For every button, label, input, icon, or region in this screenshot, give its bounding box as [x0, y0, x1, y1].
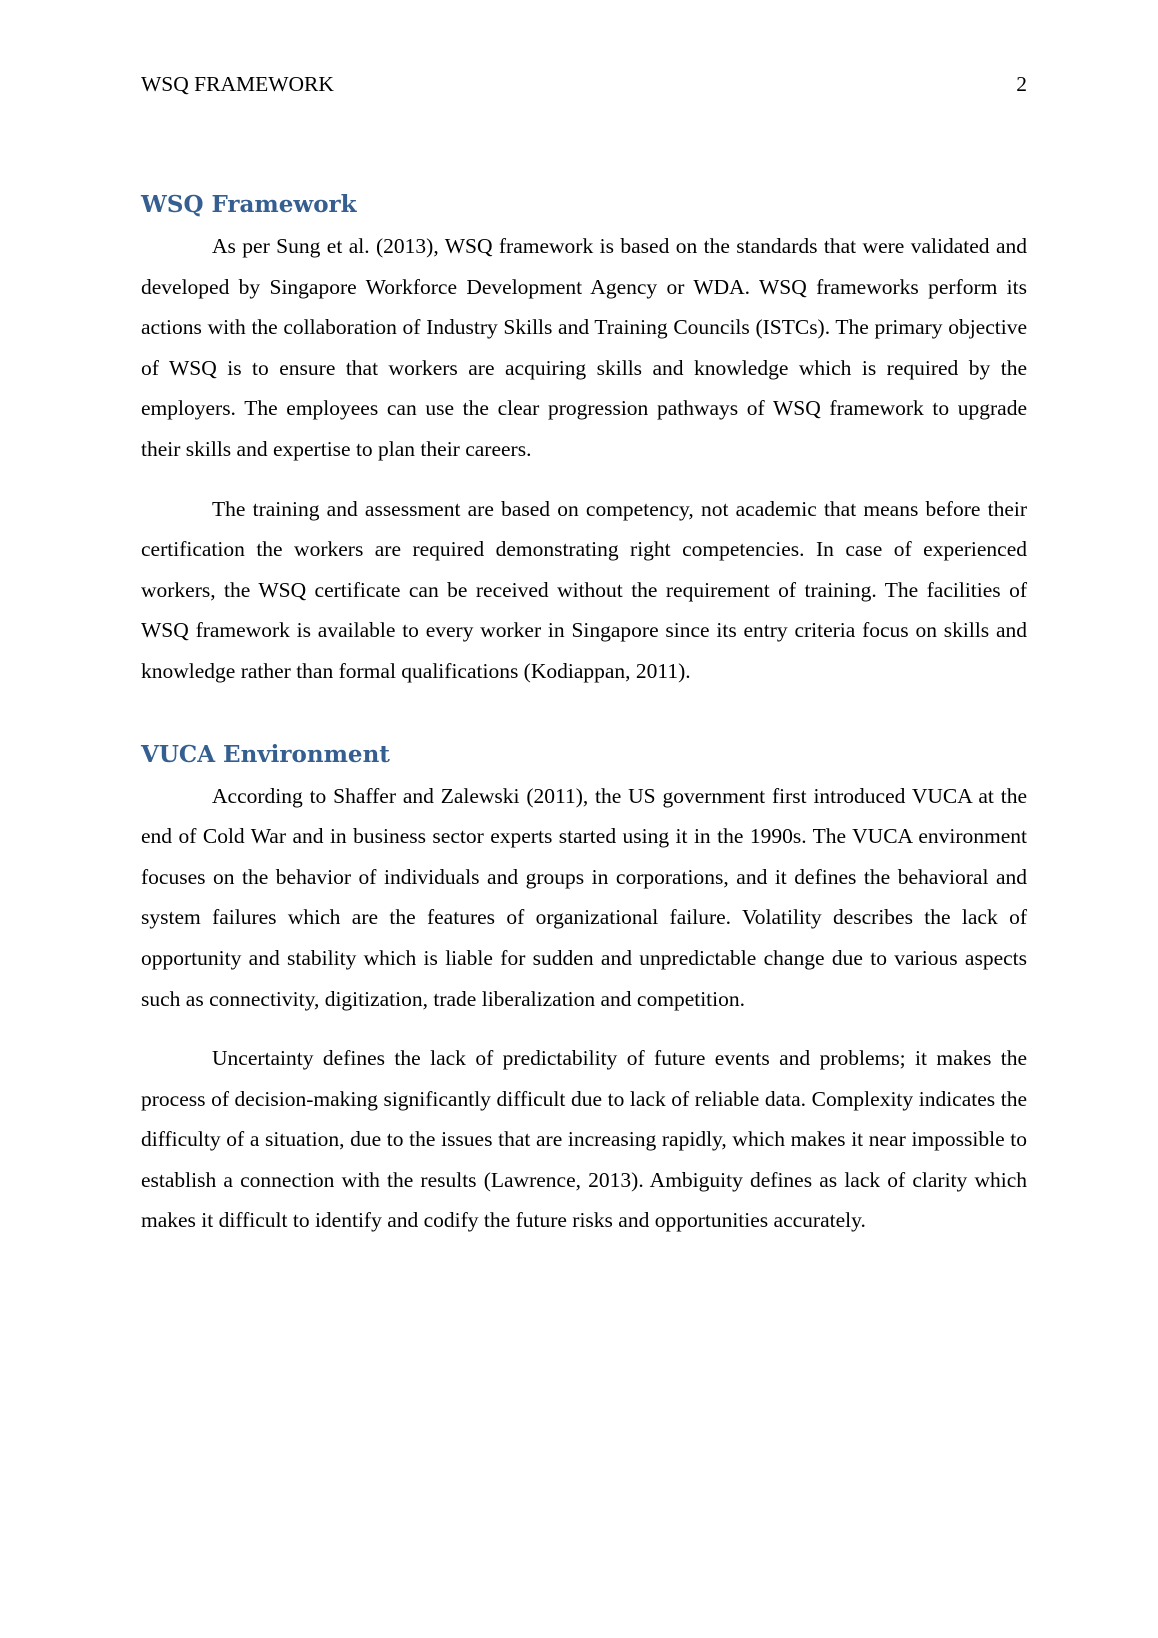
paragraph-spacer	[141, 1019, 1027, 1038]
section-spacer	[141, 692, 1027, 734]
paragraph-vuca-1: According to Shaffer and Zalewski (2011), the US government first introduced VUCA at the end of Cold War and in business sector experts started using it in the 1990s. The VUCA environment focuses on the behavior of individuals and groups in corporations, and it defines the behavioral and system failures which are the features of organizational failure. Volatility describes the lack of opportunity and stability which is liable for sudden and unpredictable change due to various aspects such as connectivity, digitization, trade liberalization and competition.	[141, 783, 1027, 1011]
page-number: 2	[1016, 72, 1027, 96]
section-heading-vuca-environment: VUCA Environment	[141, 740, 390, 768]
paragraph-wsq-2: The training and assessment are based on competency, not academic that means before their certification the workers are required demonstrating right competencies. In case of experienced workers, the WSQ certificate can be received without the requirement of training. The facilities of WSQ framework is available to every worker in Singapore since its entry criteria focus on skills and knowledge rather than formal qualifications (Kodiappan, 2011).	[141, 496, 1027, 683]
section-heading-wsq-framework: WSQ Framework	[141, 191, 357, 218]
document-body	[141, 184, 1027, 1241]
running-header	[141, 68, 1027, 100]
paragraph-wsq-1: As per Sung et al. (2013), WSQ framework is based on the standards that were validated and developed by Singapore Workforce Development Agency or WDA. WSQ frameworks perform its actions with the collaboration of Industry Skills and Training Councils (ISTCs). The primary objective of WSQ is to ensure that workers are acquiring skills and knowledge which is required by the employers. The employees can use the clear progression pathways of WSQ framework to upgrade their skills and expertise to plan their careers.	[141, 234, 1027, 461]
paragraph-spacer	[141, 470, 1027, 489]
section-wsq-framework	[141, 184, 1027, 692]
section-vuca-environment	[141, 734, 1027, 1242]
paragraph-vuca-2: Uncertainty defines the lack of predictability of future events and problems; it makes the process of decision-making significantly difficult due to lack of reliable data. Complexity indicates the difficulty of a situation, due to the issues that are increasing rapidly, which makes it near impossible to establish a connection with the results (Lawrence, 2013). Ambiguity defines as lack of clarity which makes it difficult to identify and codify the future risks and opportunities accurately.	[141, 1046, 1027, 1233]
running-head-title: WSQ FRAMEWORK	[141, 72, 334, 96]
